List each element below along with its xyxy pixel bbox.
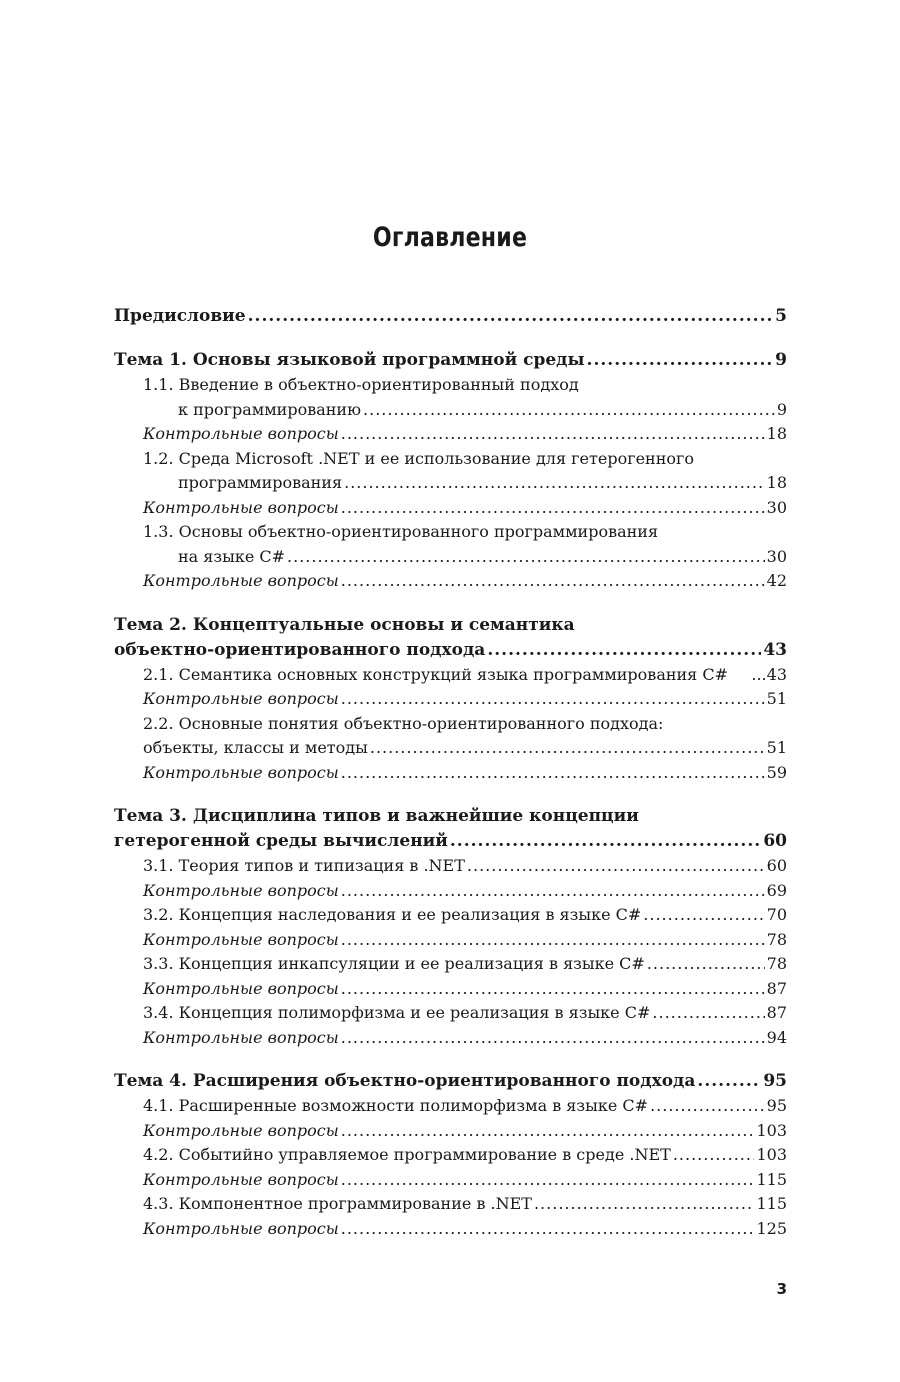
leader-dots: [534, 1192, 754, 1217]
toc-section-preface: [114, 304, 787, 329]
toc-page-number: 9: [776, 399, 787, 419]
leader-dots: [341, 977, 765, 1002]
leader-dots: [341, 422, 765, 447]
leader-dots: [650, 1094, 765, 1119]
page-title: Оглавление: [372, 222, 528, 253]
toc-page-number: 51: [766, 738, 787, 757]
toc-page-number: 94: [766, 1027, 787, 1047]
leader-dots: [341, 687, 765, 712]
toc-entry-1-1-line1[interactable]: 1.1. Введение в объектно-ориентированный подход: [143, 375, 579, 394]
leader-dots: [341, 1217, 755, 1242]
toc-entry-title: 4.2. Событийно управляемое программирование в среде .NET: [143, 1145, 671, 1164]
toc-entry-title: Контрольные вопросы: [143, 1027, 339, 1047]
toc-entry-3-4[interactable]: [114, 1001, 787, 1026]
toc-page-number: 95: [763, 1071, 787, 1091]
toc-entry-2-2-line1[interactable]: 2.2. Основные понятия объектно-ориентированного подхода:: [143, 713, 664, 733]
toc-entry-topic-2[interactable]: [114, 638, 787, 663]
toc-entry-title: объектно-ориентированного подхода: [114, 639, 486, 660]
leader-dots: [673, 1143, 755, 1168]
toc-page-number: 69: [766, 880, 787, 900]
toc-entry-review-questions[interactable]: [114, 879, 787, 904]
toc-entry-title: гетерогенной среды вычислений: [114, 831, 448, 851]
leader-dots: [341, 928, 765, 953]
toc-entry-review-questions[interactable]: [114, 1119, 787, 1144]
leader-dots: [697, 1069, 761, 1094]
toc-page-number: 95: [766, 1096, 787, 1115]
toc-entry-topic-3-line1[interactable]: Тема 3. Дисциплина типов и важнейшие концепции: [114, 806, 639, 826]
page-number: 3: [776, 1280, 787, 1298]
toc-entry-3-3[interactable]: [114, 952, 787, 977]
toc-entry-title: Контрольные вопросы: [143, 497, 339, 517]
toc-page-number: 60: [763, 831, 787, 851]
toc-entry-topic-3[interactable]: [114, 829, 787, 854]
toc-page-number: 103: [756, 1145, 787, 1164]
toc-entry-title: на языке C#: [178, 546, 286, 566]
toc-section-topic-4: [114, 1069, 787, 1241]
toc-page-number: 78: [766, 954, 787, 973]
toc-entry-3-1[interactable]: [114, 854, 787, 879]
toc-entry-title: 3.3. Концепция инкапсуляции и ее реализация в языке C#: [143, 954, 645, 973]
toc-entry-title: Контрольные вопросы: [143, 1120, 339, 1140]
toc-page-number: 59: [766, 762, 787, 782]
toc-entry-2-1[interactable]: [114, 663, 787, 688]
toc-entry-title: 4.3. Компонентное программирование в .NET: [143, 1194, 532, 1213]
toc-entry-title: 3.1. Теория типов и типизация в .NET: [143, 856, 465, 875]
toc-entry-1-1[interactable]: [114, 398, 787, 423]
leader-dots: [487, 638, 761, 663]
toc-entry-title: программирования: [178, 473, 343, 492]
toc-page-number: 78: [766, 929, 787, 949]
toc-entry-1-3-line1[interactable]: 1.3. Основы объектно-ориентированного программирования: [143, 522, 659, 541]
toc-page-number: 103: [756, 1120, 787, 1140]
toc-entry-review-questions[interactable]: [114, 977, 787, 1002]
toc-page-number: 125: [756, 1218, 787, 1238]
toc-entry-title: Контрольные вопросы: [143, 1218, 339, 1238]
toc-entry-4-1[interactable]: [114, 1094, 787, 1119]
leader-dots: [344, 471, 765, 496]
toc-entry-title: 3.4. Концепция полиморфизма и ее реализация в языке C#: [143, 1003, 651, 1022]
toc-entry-review-questions[interactable]: [114, 1217, 787, 1242]
toc-entry-title: Контрольные вопросы: [143, 424, 339, 443]
leader-dots: [363, 398, 775, 423]
toc-entry-topic-1[interactable]: [114, 348, 787, 373]
toc-section-topic-3: [114, 804, 787, 1050]
toc-entry-1-2[interactable]: [114, 471, 787, 496]
toc-page-number: 18: [766, 424, 787, 443]
toc-page-number: 51: [766, 689, 787, 708]
toc-page-number: 5: [775, 306, 787, 326]
leader-dots: [341, 569, 765, 594]
toc-entry-title: Контрольные вопросы: [143, 762, 339, 782]
toc-entry-title: 4.1. Расширенные возможности полиморфизма в языке C#: [143, 1096, 649, 1115]
toc-page-number: 70: [766, 905, 787, 924]
leader-dots: [587, 348, 774, 373]
toc-entry-preface[interactable]: [114, 304, 787, 329]
toc-entry-title: Контрольные вопросы: [143, 880, 339, 900]
toc-entry-3-2[interactable]: [114, 903, 787, 928]
toc-page-number: 115: [756, 1194, 787, 1213]
toc-entry-title: Контрольные вопросы: [143, 978, 339, 998]
toc-entry-title: Контрольные вопросы: [143, 1169, 339, 1189]
leader-dots: [652, 1001, 764, 1026]
toc-section-topic-1: [114, 348, 787, 594]
toc-page-number: 42: [766, 571, 787, 590]
toc-entry-review-questions[interactable]: [114, 422, 787, 447]
leader-dots: [248, 304, 774, 329]
leader-dots: [341, 1026, 765, 1051]
toc-entry-review-questions[interactable]: [114, 687, 787, 712]
toc-entry-title: Предисловие: [114, 306, 246, 326]
toc-page-number: 30: [766, 546, 787, 566]
leader-dots: [341, 879, 765, 904]
toc-entry-title: Контрольные вопросы: [143, 571, 339, 590]
toc-entry-title: объекты, классы и методы: [143, 738, 368, 757]
toc-entry-review-questions[interactable]: [114, 496, 787, 521]
toc-entry-review-questions[interactable]: [114, 569, 787, 594]
toc-entry-title: 2.1. Семантика основных конструкций языка программирования C#: [143, 664, 729, 684]
toc-entry-2-2[interactable]: [114, 736, 787, 761]
toc-page-number: 30: [766, 497, 787, 517]
toc-entry-review-questions[interactable]: [114, 761, 787, 786]
toc-entry-title: Тема 4. Расширения объектно-ориентированного подхода: [114, 1071, 696, 1091]
toc-page-number: 43: [763, 639, 787, 660]
leader-dots: [370, 736, 765, 761]
table-of-contents: [114, 304, 787, 1260]
toc-entry-1-2-line1[interactable]: 1.2. Среда Microsoft .NET и ее использование для гетерогенного: [143, 448, 695, 468]
toc-entry-topic-2-line1[interactable]: Тема 2. Концептуальные основы и семантика: [114, 614, 575, 635]
leader-dots: [341, 761, 765, 786]
toc-entry-review-questions[interactable]: [114, 1026, 787, 1051]
toc-page-number: 115: [756, 1169, 787, 1189]
toc-entry-4-2[interactable]: [114, 1143, 787, 1168]
toc-section-topic-2: [114, 613, 787, 786]
leader-dots: [467, 854, 765, 879]
leader-dots: [341, 1168, 755, 1193]
toc-page-number: ...43: [751, 664, 787, 684]
toc-entry-review-questions[interactable]: [114, 928, 787, 953]
leader-dots: [341, 496, 765, 521]
toc-page-number: 18: [766, 473, 787, 492]
toc-entry-title: Контрольные вопросы: [143, 689, 339, 708]
toc-entry-4-3[interactable]: [114, 1192, 787, 1217]
leader-dots: [341, 1119, 755, 1144]
toc-entry-title: Контрольные вопросы: [143, 929, 339, 949]
toc-page-number: 9: [775, 350, 787, 370]
toc-entry-title: к программированию: [178, 399, 362, 419]
leader-dots: [643, 903, 764, 928]
leader-dots: [450, 829, 761, 854]
toc-entry-title: Тема 1. Основы языковой программной среды: [114, 350, 585, 370]
toc-entry-title: 3.2. Концепция наследования и ее реализация в языке C#: [143, 905, 642, 924]
toc-entry-review-questions[interactable]: [114, 1168, 787, 1193]
toc-page-number: 87: [766, 978, 787, 998]
toc-entry-topic-4[interactable]: [114, 1069, 787, 1094]
toc-page-number: 60: [766, 856, 787, 875]
leader-dots: [647, 952, 765, 977]
leader-dots: [287, 545, 765, 570]
toc-entry-1-3[interactable]: [114, 545, 787, 570]
toc-page-number: 87: [766, 1003, 787, 1022]
